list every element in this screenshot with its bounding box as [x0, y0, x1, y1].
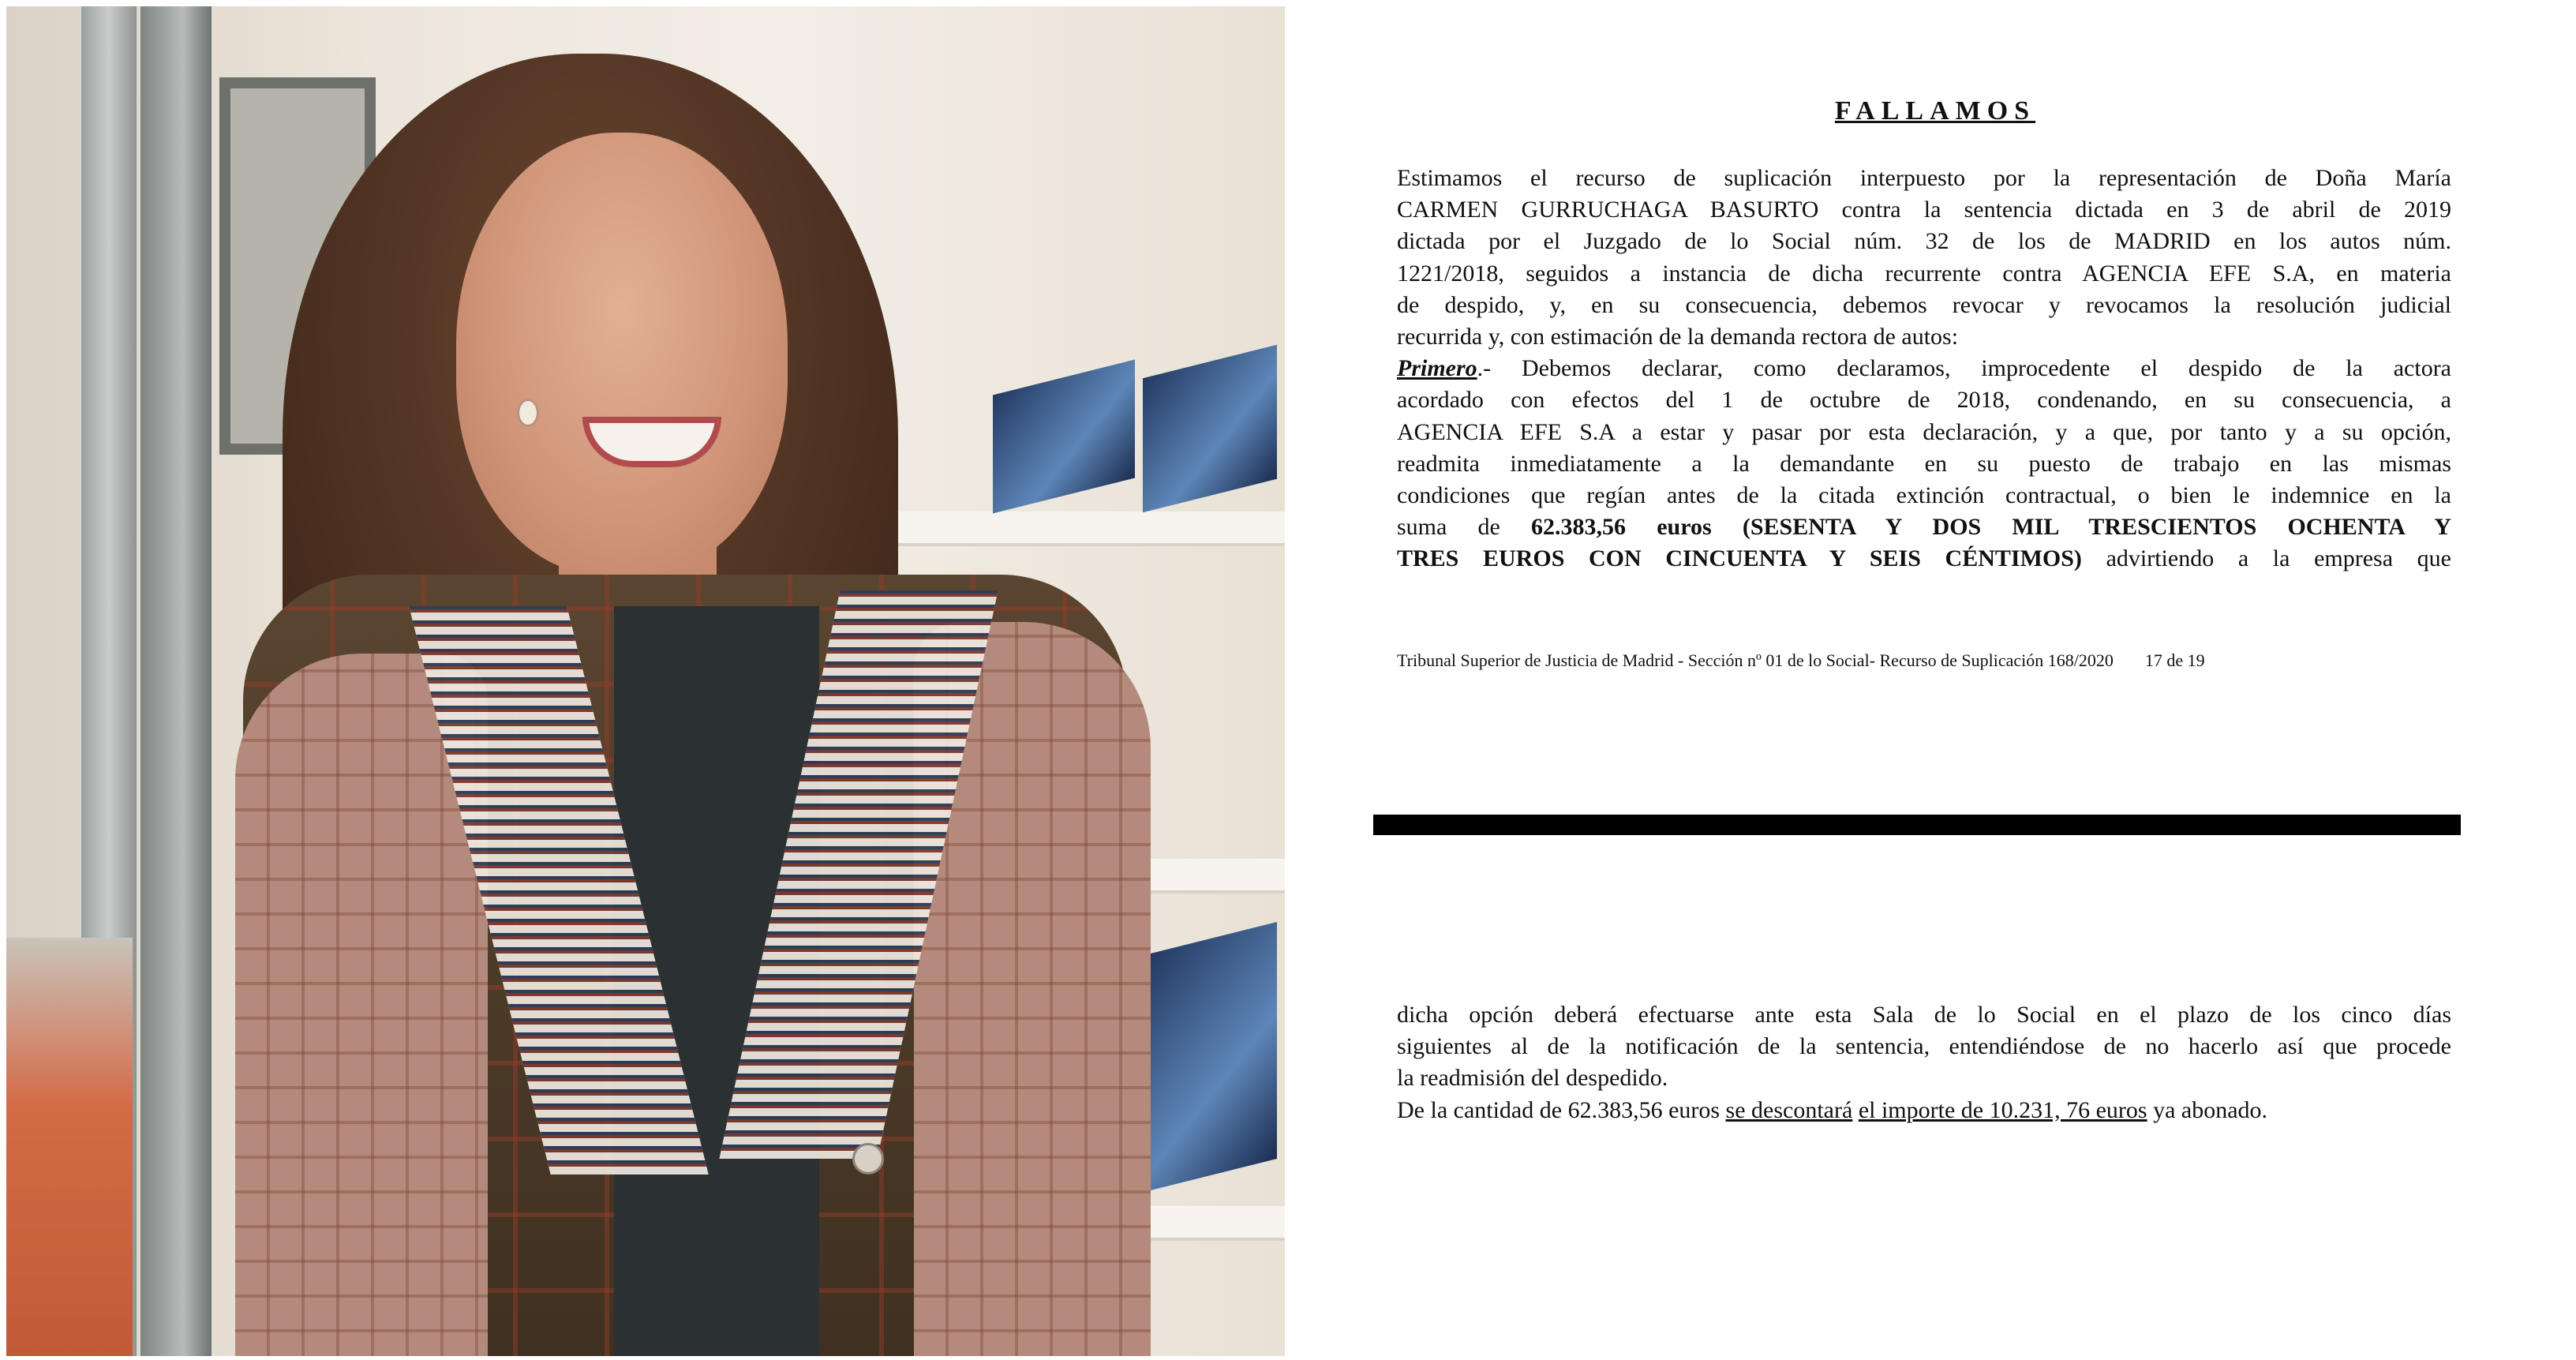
paragraph-line: readmita inmediatamente a la demandante en su puesto de trabajo en las mismas: [1397, 450, 2451, 477]
paragraph-line: 1221/2018, seguidos a instancia de dicha recurrente contra AGENCIA EFE S.A, en materia: [1397, 260, 2451, 287]
final-line: [1397, 1095, 2451, 1126]
paragraph-line: dicha opción deberá efectuarse ante esta Sala de lo Social en el plazo de los cinco días: [1397, 1002, 2451, 1028]
book-cover-3: [1151, 922, 1277, 1190]
paragraph-line: dictada por el Juzgado de lo Social núm. 32 de los de MADRID en los autos núm.: [1397, 228, 2451, 255]
amount-bold-1: 62.383,56 euros (SESENTA Y DOS MIL TRESCIENTOS OCHENTA Y: [1531, 514, 2452, 541]
amount-prefix: suma de: [1397, 514, 1532, 541]
ruling-paragraph: [1397, 163, 2451, 575]
paragraph-line: siguientes al de la notificación de la sentencia, entendiéndose de no hacerlo así que procede: [1397, 1033, 2451, 1060]
book-cover-2: [1143, 345, 1277, 512]
paragraph-line: Estimamos el recurso de suplicación interpuesto por la representación de Doña María: [1397, 165, 2451, 191]
paragraph-line: condiciones que regían antes de la citada extinción contractual, o bien le indemnice en la: [1397, 482, 2451, 509]
primero-label: Primero: [1397, 355, 1477, 382]
jacket-button: [852, 1143, 884, 1175]
amount-suffix: advirtiendo a la empresa que: [2081, 545, 2451, 572]
footer-court: Tribunal Superior de Justicia de Madrid - Sección nº 01 de lo Social- Recurso de Suplicación 168/2020: [1397, 650, 2114, 670]
glass-door-frame-2: [140, 6, 212, 1356]
document-title: FALLAMOS: [1834, 96, 2036, 126]
page-footer: [1397, 650, 2205, 671]
paragraph-line: la readmisión del despedido.: [1397, 1065, 1668, 1092]
amount-line-2: [1397, 543, 2451, 575]
paragraph-line: AGENCIA EFE S.A a estar y pasar por esta declaración, y a que, por tanto y a su opción,: [1397, 418, 2451, 445]
amount-line-1: [1397, 511, 2451, 543]
portrait-photo: [6, 6, 1285, 1356]
page-separator-bar: [1373, 815, 2461, 835]
continuation-paragraph: [1397, 999, 2451, 1126]
final-mid: [1852, 1097, 1859, 1123]
paragraph-line: recurrida y, con estimación de la demanda rectora de autos:: [1397, 324, 1959, 350]
footer-page-number: 17 de 19: [2144, 650, 2205, 670]
final-prefix: De la cantidad de 62.383,56 euros: [1397, 1096, 1726, 1123]
judgment-document: [1294, 0, 2576, 1360]
final-underline-2: el importe de 10.231, 76 euros: [1858, 1096, 2147, 1123]
final-underline-1: se descontará: [1725, 1096, 1853, 1123]
primero-line: [1397, 353, 2451, 384]
paragraph-line: CARMEN GURRUCHAGA BASURTO contra la sentencia dictada en 3 de abril de 2019: [1397, 197, 2451, 223]
red-poster: [6, 938, 133, 1356]
earring: [519, 401, 537, 425]
final-suffix: ya abonado.: [2147, 1096, 2268, 1123]
book-cover-1: [993, 360, 1135, 514]
face: [456, 133, 788, 575]
primero-text: .- Debemos declarar, como declaramos, improcedente el despido de la actora: [1477, 355, 2451, 382]
amount-bold-2: TRES EUROS CON CINCUENTA Y SEIS CÉNTIMOS): [1397, 545, 2082, 572]
paragraph-line: acordado con efectos del 1 de octubre de 2018, condenando, en su consecuencia, a: [1397, 387, 2451, 414]
shelf-top: [890, 511, 1285, 546]
paragraph-line: de despido, y, en su consecuencia, debemos revocar y revocamos la resolución judicial: [1397, 291, 2451, 318]
